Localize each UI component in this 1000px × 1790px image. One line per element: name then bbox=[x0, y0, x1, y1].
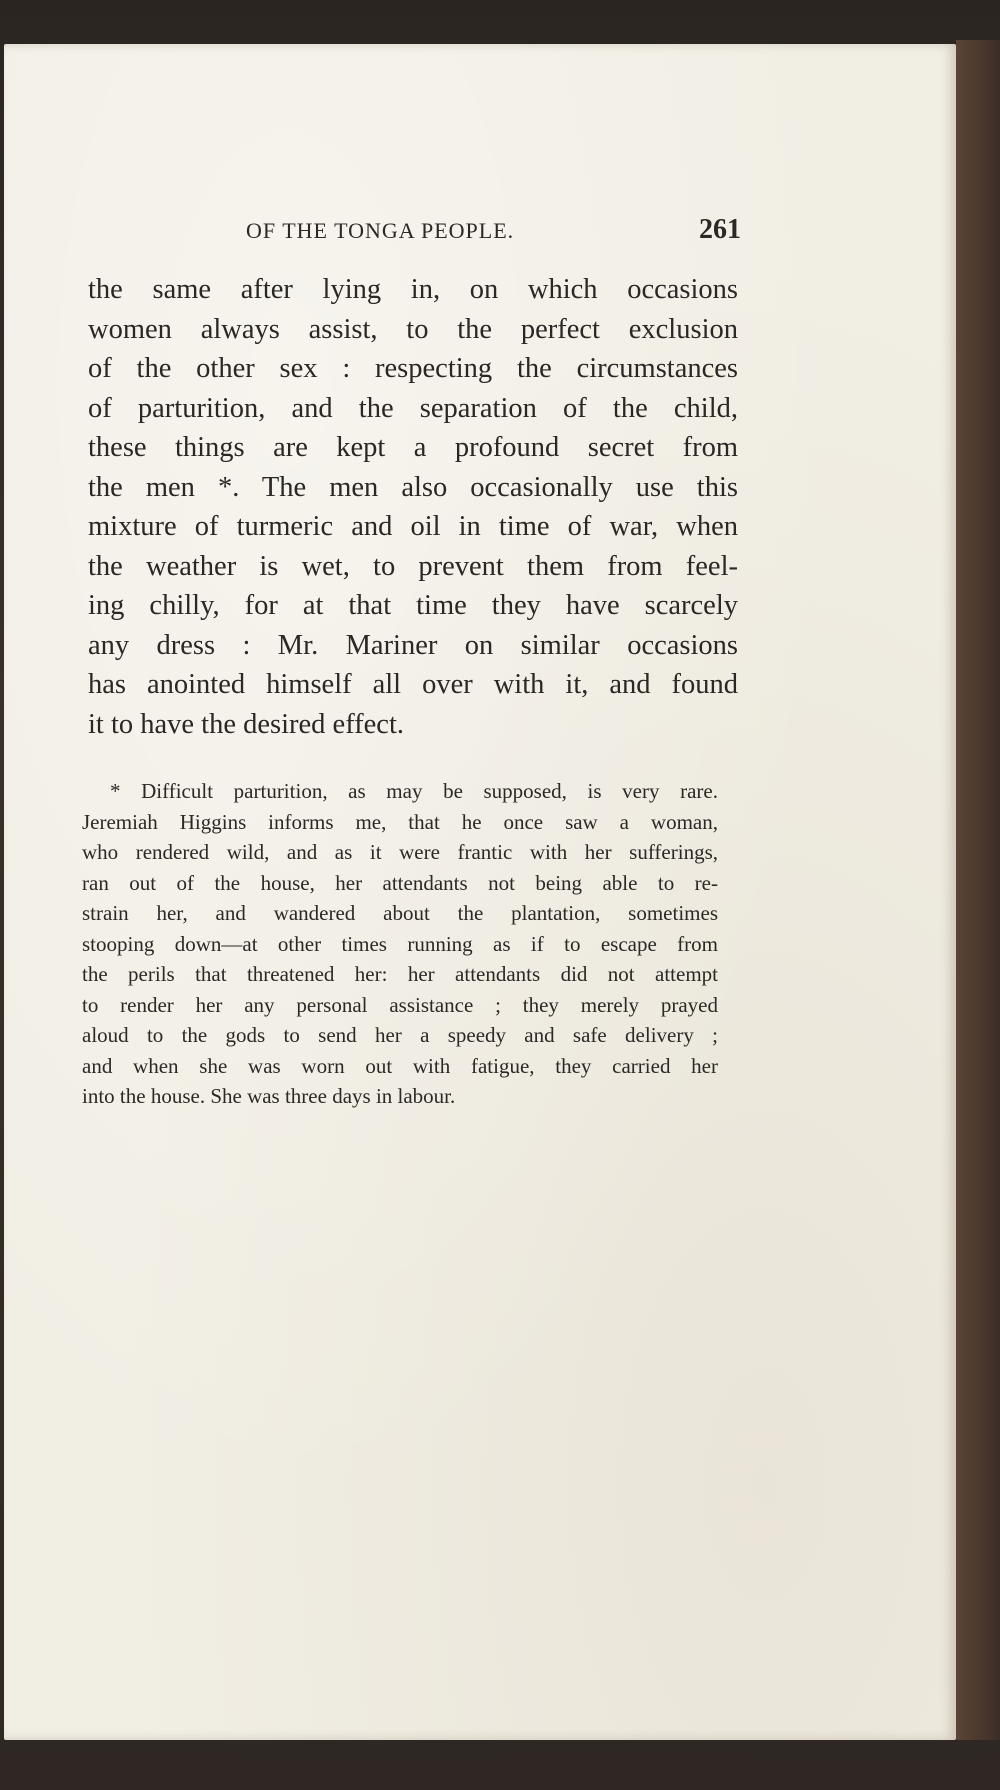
footnote-line: strain her, and wandered about the plantation, sometimes bbox=[82, 901, 718, 925]
footnote-line: and when she was worn out with fatigue, they carried her bbox=[82, 1053, 718, 1078]
footnote-line: Jeremiah Higgins informs me, that he once saw a woman, bbox=[82, 809, 718, 834]
body-line: any dress : Mr. Mariner on similar occasions bbox=[88, 629, 738, 661]
body-line: it to have the desired effect. bbox=[88, 708, 405, 740]
footnote-line: into the house. She was three days in labour. bbox=[82, 1084, 456, 1108]
page-header bbox=[246, 214, 741, 250]
body-line: of the other sex : respecting the circumstances bbox=[88, 353, 738, 384]
body-line: of parturition, and the separation of the child, bbox=[88, 392, 738, 424]
footnote-line: ran out of the house, her attendants not being able to re- bbox=[82, 870, 718, 895]
body-line: these things are kept a profound secret from bbox=[88, 432, 738, 463]
footnote bbox=[82, 776, 718, 1112]
footnote-line: stooping down—at other times running as if to escape from bbox=[82, 931, 718, 956]
body-line: women always assist, to the perfect exclusion bbox=[88, 313, 738, 345]
footnote-line: who rendered wild, and as it were frantic with her sufferings, bbox=[82, 840, 718, 864]
body-line: the same after lying in, on which occasions bbox=[88, 274, 738, 305]
footnote-line: aloud to the gods to send her a speedy and safe delivery ; bbox=[82, 1023, 718, 1047]
body-text bbox=[88, 270, 738, 744]
footnote-line: * Difficult parturition, as may be supposed, is very rare. bbox=[110, 779, 718, 803]
body-line: the weather is wet, to prevent them from feel- bbox=[88, 550, 738, 582]
body-line: the men *. The men also occasionally use this bbox=[88, 471, 738, 503]
book-edge bbox=[956, 40, 1000, 1740]
body-line: has anointed himself all over with it, and found bbox=[88, 669, 738, 700]
body-line: mixture of turmeric and oil in time of war, when bbox=[88, 511, 738, 542]
running-title: OF THE TONGA PEOPLE. bbox=[246, 218, 515, 243]
footnote-line: the perils that threatened her: her attendants did not attempt bbox=[82, 962, 718, 986]
body-line: ing chilly, for at that time they have scarcely bbox=[88, 590, 738, 621]
footnote-line: to render her any personal assistance ; they merely prayed bbox=[82, 992, 718, 1017]
page-number: 261 bbox=[699, 214, 741, 245]
